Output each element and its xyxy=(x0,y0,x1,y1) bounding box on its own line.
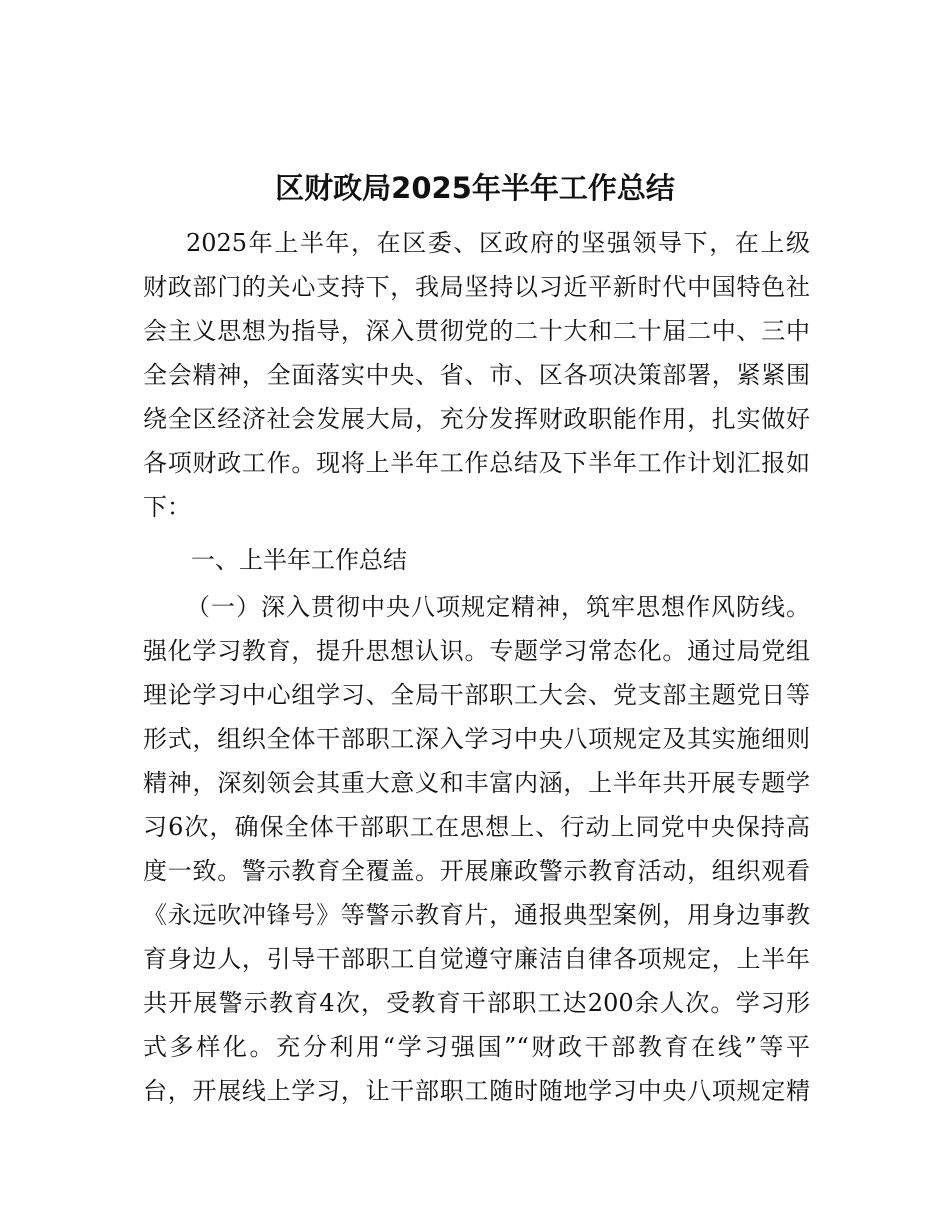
text-line: 下： xyxy=(143,493,191,521)
text-line: 台，开展线上学习，让干部职工随时随地学习中央八项规定精 xyxy=(143,1077,810,1105)
text-line: 习6次，确保全体干部职工在思想上、行动上同党中央保持高 xyxy=(143,813,810,841)
text-line: 理论学习中心组学习、全局干部职工大会、党支部主题党日等 xyxy=(143,681,810,709)
text-line: 会主义思想为指导，深入贯彻党的二十大和二十届二中、三中 xyxy=(143,317,810,345)
text-line: 强化学习教育，提升思想认识。专题学习常态化。通过局党组 xyxy=(143,637,810,665)
text-line: 育身边人，引导干部职工自觉遵守廉洁自律各项规定，上半年 xyxy=(143,945,810,973)
intro-paragraph xyxy=(143,221,810,529)
section1-paragraph xyxy=(143,585,810,1113)
text-line: 2025年上半年，在区委、区政府的坚强领导下，在上级 xyxy=(186,229,810,257)
document-body xyxy=(143,221,810,1113)
text-line: 共开展警示教育4次，受教育干部职工达200余人次。学习形 xyxy=(143,989,810,1017)
text-line: （一）深入贯彻中央八项规定精神，筑牢思想作风防线。 xyxy=(186,593,810,621)
text-line: 式多样化。充分利用“学习强国”“财政干部教育在线”等平 xyxy=(143,1033,810,1061)
text-line: 度一致。警示教育全覆盖。开展廉政警示教育活动，组织观看 xyxy=(143,857,810,885)
text-line: 各项财政工作。现将上半年工作总结及下半年工作计划汇报如 xyxy=(143,449,810,477)
text-line: 全会精神，全面落实中央、省、市、区各项决策部署，紧紧围 xyxy=(143,361,810,389)
section-heading: 一、上半年工作总结 xyxy=(191,546,407,574)
text-line: 形式，组织全体干部职工深入学习中央八项规定及其实施细则 xyxy=(143,725,810,753)
document-title: 区财政局2025年半年工作总结 xyxy=(275,171,675,205)
text-line: 绕全区经济社会发展大局，充分发挥财政职能作用，扎实做好 xyxy=(143,405,810,433)
text-line: 精神，深刻领会其重大意义和丰富内涵，上半年共开展专题学 xyxy=(143,769,810,797)
text-line: 《永远吹冲锋号》等警示教育片，通报典型案例，用身边事教 xyxy=(143,901,810,929)
text-line: 财政部门的关心支持下，我局坚持以习近平新时代中国特色社 xyxy=(143,273,810,301)
